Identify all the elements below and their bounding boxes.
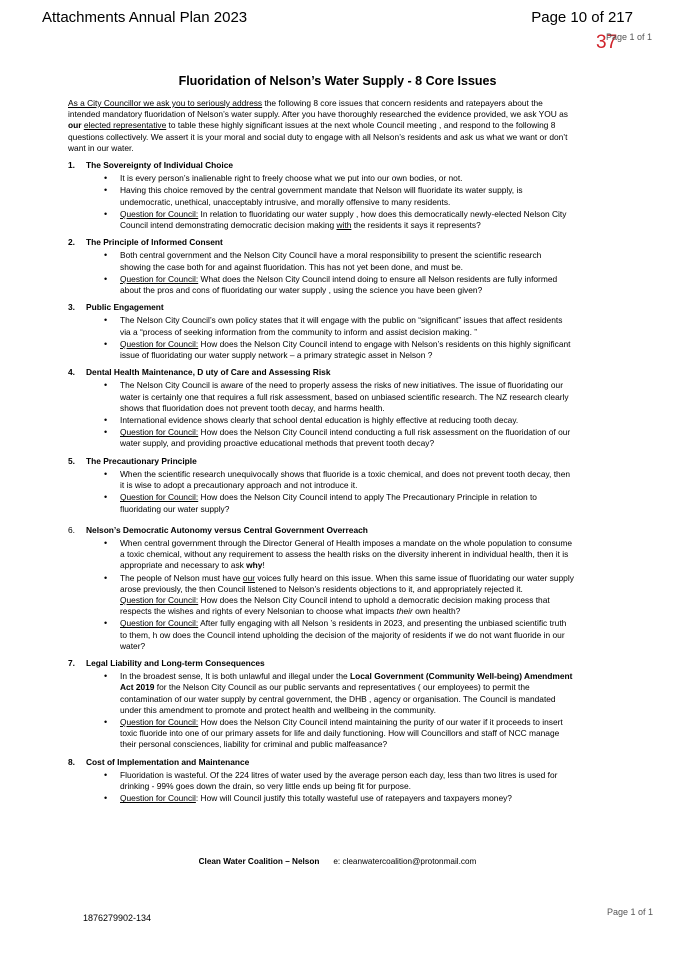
section-6 — [68, 525, 574, 652]
bullet-list — [68, 469, 574, 515]
question-label: Question for Council — [120, 793, 196, 804]
section-3 — [68, 302, 574, 361]
question-text: the residents it says it represents? — [351, 220, 481, 231]
list-item: • The Nelson City Council is aware of the need to properly assess the risks of new initiatives. The issue of fluoridating our water is certainly one that requires a full risk assessment, based on unbiased scientific research. The NZ research clearly shows that fluoridation does not prevent tooth decay, and harms health. — [120, 380, 574, 414]
list-item: • When the scientific research unequivocally shows that fluoride is a toxic chemical, and does not prevent tooth decay, then it is wise to adopt a precautionary approach and not introduce it. — [120, 469, 574, 491]
question-text: What does the Nelson City Council intend doing to ensure all Nelson residents are fully informed about the pros and cons of fluoridating our water supply , using the science you have been given? — [120, 273, 558, 296]
bullet-text: When central government through the Director General of Health imposes a mandate on the whole population to consume a toxic chemical, without any requirement to assess the health risks on the diversity inherent in individual health, then it is appropriate and necessary to ask — [120, 537, 573, 571]
footer-org: Clean Water Coalition – Nelson — [198, 857, 320, 866]
section-1 — [68, 160, 574, 231]
section-title: Dental Health Maintenance, D uty of Care and Assessing Risk — [86, 367, 331, 378]
section-2 — [68, 237, 574, 296]
list-item — [120, 538, 574, 572]
section-7 — [68, 658, 574, 751]
section-title: The Principle of Informed Consent — [86, 237, 223, 248]
section-heading — [68, 757, 574, 768]
bullet-text: The people of Nelson must have — [120, 572, 243, 583]
question-label: Question for Council: — [120, 273, 199, 284]
section-title: Cost of Implementation and Maintenance — [86, 756, 250, 767]
question-label: Question for Council: — [120, 427, 199, 438]
question-text: How does the Nelson City Council intend to uphold a democratic decision making process that respects the wishes and rights of every Nelsonian to choose what impacts — [120, 594, 550, 617]
intro-text-2: to table these highly significant issues at the next whole Council meeting , and respond to the following 8 questions collectively. We assert it is your moral and social duty to engage with all Nelson’s residents and ask us what we want or don’t want in our water. — [68, 120, 568, 153]
bullet-text: for the Nelson City Council as our public servants and representatives ( our employees) to permit the contamination of our water supply by central government, the DHB , agency or organisation. The Council is mandated under this amendment to promote and protect health and wellbeing in the community. — [120, 682, 556, 715]
list-item — [120, 209, 574, 231]
question-text: How does the Nelson City Council intend to engage with Nelson’s residents on this highly significant issue of fluoridating our water supply network – a primary strategic asset in Nelson ? — [120, 338, 571, 361]
bullet-list — [68, 671, 574, 750]
section-number: 4. — [68, 367, 75, 378]
list-item: • Both central government and the Nelson City Council have a moral responsibility to present the scientific research showing the case both for and against fluoridation. This has not yet been done, and must be. — [120, 250, 574, 272]
page-indicator-top: Page 1 of 1 — [606, 32, 653, 42]
section-number: 8. — [68, 756, 75, 767]
page-title: Fluoridation of Nelson’s Water Supply - 8 Core Issues — [178, 74, 497, 88]
section-number: 1. — [68, 160, 75, 171]
bullet-text: In the broadest sense, It is both unlawful and illegal under the — [120, 671, 350, 682]
intro-text-1: the following 8 core issues that concern residents and ratepayers about the intended mandatory fluoridation of Nelson’s water supply. After you have thoroughly researched the evidence provided, we ask YOU as — [68, 98, 568, 120]
document-header-title: Attachments Annual Plan 2023 — [42, 9, 248, 26]
question-text: : How will Council justify this totally wasteful use of ratepayers and taxpayers money? — [195, 793, 512, 804]
question-label: Question for Council: — [120, 716, 199, 727]
question-label: Question for Council: — [120, 338, 199, 349]
bullet-emphasis: Local Government (Community Well-being) Amendment Act 2019 — [120, 671, 573, 693]
list-item: • The Nelson City Council’s own policy states that it will engage with the public on “significant” issues that affect residents via a “process of seeking information from the community to inform and assist decision making. ” — [120, 315, 574, 337]
intro-underlined-1: As a City Councillor we ask you to seriously address — [68, 98, 263, 108]
bullet-list — [68, 173, 574, 231]
document-id: 1876279902-134 — [83, 913, 152, 923]
section-heading — [68, 658, 574, 669]
question-text: How does the Nelson City Council intend to apply The Precautionary Principle in relation to fluoridating our water supply? — [120, 492, 537, 514]
section-title: The Sovereignty of Individual Choice — [86, 160, 234, 171]
list-item — [120, 671, 574, 716]
list-item: • International evidence shows clearly that school dental education is highly effective at reducing tooth decay. — [120, 415, 574, 426]
section-number: 3. — [68, 302, 75, 313]
list-item — [120, 717, 574, 751]
section-title: The Precautionary Principle — [86, 455, 197, 466]
bullet-emphasis: why — [246, 560, 263, 571]
bullet-text: voices fully heard on this issue. When this same issue of fluoridating our water supply arose previously, the then Council listened to Nelson’s residents objections to it, and appropriately rejected it. — [120, 572, 574, 594]
bullet-emphasis: our — [242, 572, 256, 583]
question-text: How does the Nelson City Council intend conducting a full risk assessment on the fluoridation of our water supply, and providing proactive educational methods that prevent tooth decay? — [120, 427, 571, 449]
section-4 — [68, 367, 574, 449]
list-item — [120, 274, 574, 296]
intro-underlined-2: elected representative — [83, 120, 167, 131]
page-number: Page 10 of 217 — [531, 9, 633, 26]
bullet-list — [68, 538, 574, 652]
list-item — [120, 339, 574, 361]
list-item — [120, 618, 574, 652]
list-item: • Fluoridation is wasteful. Of the 224 litres of water used by the average person each day, less than two litres is used for drinking - 99% goes down the drain, so very little ends up being fit for purpose. — [120, 770, 574, 792]
document-body — [68, 98, 574, 808]
section-heading — [68, 160, 574, 171]
footer-email: e: cleanwatercoalition@protonmail.com — [333, 857, 477, 866]
section-title: Legal Liability and Long-term Consequences — [86, 657, 265, 668]
section-title: Public Engagement — [86, 302, 164, 313]
question-text: own health? — [412, 606, 461, 617]
question-emphasis: their — [396, 606, 413, 617]
section-number: 5. — [68, 455, 75, 466]
list-item: • Having this choice removed by the central government mandate that Nelson will fluoridate its water supply, is undemocratic, unethical, unacceptably intrusive, and morally offensive to many residents. — [120, 185, 574, 207]
section-5 — [68, 456, 574, 515]
section-heading — [68, 367, 574, 378]
question-emphasis: with — [336, 220, 352, 231]
list-item: • It is every person’s inalienable right to freely choose what we put into our own bodies, or not. — [120, 173, 574, 184]
section-number: 7. — [68, 657, 75, 668]
intro-paragraph — [68, 98, 574, 154]
question-label: Question for Council: — [120, 618, 199, 629]
stamp-number: 37 — [596, 32, 618, 53]
page-indicator-bottom: Page 1 of 1 — [606, 907, 653, 917]
bullet-list — [68, 380, 574, 449]
list-item — [120, 427, 574, 449]
question-text: How does the Nelson City Council intend maintaining the purity of our water if it proceeds to insert toxic fluoride into one of our primary assets for life and daily functioning. How will Councillors and staff of NCC manage their personal consciences, liability for criminal and public malfeasance? — [120, 716, 563, 750]
list-item — [120, 793, 574, 804]
intro-bold-our: our — [68, 120, 82, 131]
section-number: 6. — [68, 524, 75, 535]
section-heading — [68, 525, 574, 536]
section-title: Nelson’s Democratic Autonomy versus Central Government Overreach — [86, 524, 368, 535]
bullet-list — [68, 315, 574, 361]
section-8 — [68, 757, 574, 805]
question-label: Question for Council: — [120, 594, 199, 605]
footer-contact — [0, 857, 675, 866]
bullet-list — [68, 250, 574, 296]
list-item — [120, 573, 574, 618]
question-text: In relation to fluoridating our water supply , how does this democratically newly-elected Nelson City Council intend demonstrating democratic decision making — [120, 208, 567, 231]
question-label: Question for Council: — [120, 208, 199, 219]
section-heading — [68, 302, 574, 313]
section-heading — [68, 237, 574, 248]
section-number: 2. — [68, 237, 75, 248]
section-heading — [68, 456, 574, 467]
question-label: Question for Council: — [120, 492, 199, 503]
bullet-text: ! — [262, 560, 265, 571]
list-item — [120, 492, 574, 514]
bullet-list — [68, 770, 574, 805]
question-text: After fully engaging with all Nelson ’s residents in 2023, and presenting the unbiased scientific truth to them, h ow does the Council intend upholding the decision of the majority of residents if we do not want fluoride in our water? — [120, 618, 567, 651]
